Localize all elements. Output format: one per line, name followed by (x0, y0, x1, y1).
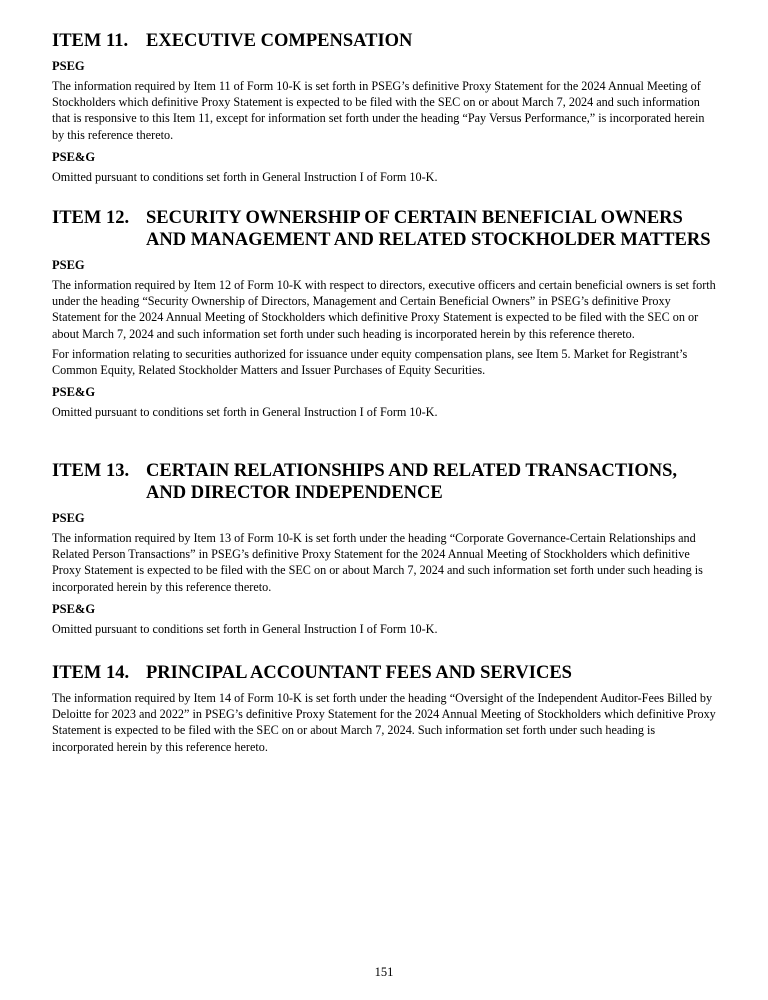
item-13-pseg-paragraph: The information required by Item 13 of Form 10-K is set forth under the heading “Corporate Governance-Certain Relationships and Related Person Transactions” in PSEG’s definitive Proxy Statement for the 2024 Annual Meeting of Stockholders which definitive Proxy Statement is expected to be filed with the SEC on or about March 7, 2024 and such information set forth under such heading is incorporated herein by this reference thereto. (52, 531, 703, 594)
item-14-heading (52, 662, 716, 684)
item-14-number: ITEM 14. (52, 663, 130, 683)
item-11-number: ITEM 11. (52, 31, 129, 51)
item-12-pseg-paragraph: The information required by Item 12 of Form 10-K with respect to directors, executive officers and certain beneficial owners is set forth under the heading “Security Ownership of Directors, Management and Certain Beneficial Owners” in PSEG’s definitive Proxy Statement for the 2024 Annual Meeting of Stockholders which definitive Proxy Statement is expected to be filed with the SEC on or about March 7, 2024 and such information set forth under such heading is incorporated herein by this reference thereto. (52, 278, 716, 341)
item-12-entity-pseandg: PSE&G (52, 385, 96, 400)
item-13-heading (52, 460, 716, 504)
item-12-heading (52, 207, 716, 251)
item-13-entity-pseg: PSEG (52, 511, 85, 525)
item-12-equity-plans-paragraph: For information relating to securities authorized for issuance under equity compensation plans, see Item 5. Market for Registrant’s Common Equity, Related Stockholder Matters and Issuer Purchases of Equity Securities. (52, 346, 688, 378)
item-13-entity-pseandg: PSE&G (52, 601, 96, 616)
item-12-title: SECURITY OWNERSHIP OF CERTAIN BENEFICIAL OWNERS AND MANAGEMENT AND RELATED STOCKHOLDER MATTERS (146, 208, 711, 250)
item-13-section (52, 460, 716, 641)
item-13-title: CERTAIN RELATIONSHIPS AND RELATED TRANSACTIONS, AND DIRECTOR INDEPENDENCE (146, 461, 677, 503)
item-13-number: ITEM 13. (52, 461, 130, 481)
item-12-section (52, 207, 716, 424)
item-11-heading (52, 30, 716, 52)
item-11-section (52, 30, 716, 189)
page-number: 151 (374, 965, 394, 979)
item-13-pseandg-paragraph: Omitted pursuant to conditions set forth in General Instruction I of Form 10-K. (52, 621, 438, 636)
item-11-entity-pseg: PSEG (52, 59, 85, 73)
item-11-entity-pseandg: PSE&G (52, 149, 96, 164)
item-14-title: PRINCIPAL ACCOUNTANT FEES AND SERVICES (146, 663, 572, 683)
item-11-pseg-paragraph: The information required by Item 11 of Form 10-K is set forth in PSEG’s definitive Proxy Statement for the 2024 Annual Meeting of Stockholders which definitive Proxy Statement is expected to be filed with the SEC on or about March 7, 2024 and such information that is responsive to this Item 11, except for information set forth under the heading “Pay Versus Performance,” is incorporated herein by this reference thereto. (52, 79, 705, 142)
item-11-title: EXECUTIVE COMPENSATION (146, 31, 413, 51)
item-12-pseandg-paragraph: Omitted pursuant to conditions set forth in General Instruction I of Form 10-K. (52, 405, 438, 420)
item-12-number: ITEM 12. (52, 208, 130, 228)
item-14-paragraph: The information required by Item 14 of Form 10-K is set forth under the heading “Oversight of the Independent Auditor-Fees Billed by Deloitte for 2023 and 2022” in PSEG’s definitive Proxy Statement for the 2024 Annual Meeting of Stockholders which definitive Proxy Statement is expected to be filed with the SEC on or about March 7, 2024. Such information set forth under such heading is incorporated herein by this reference hereto. (52, 691, 716, 754)
item-12-entity-pseg: PSEG (52, 258, 85, 272)
item-11-pseandg-paragraph: Omitted pursuant to conditions set forth in General Instruction I of Form 10-K. (52, 169, 438, 184)
item-14-section (52, 662, 716, 759)
